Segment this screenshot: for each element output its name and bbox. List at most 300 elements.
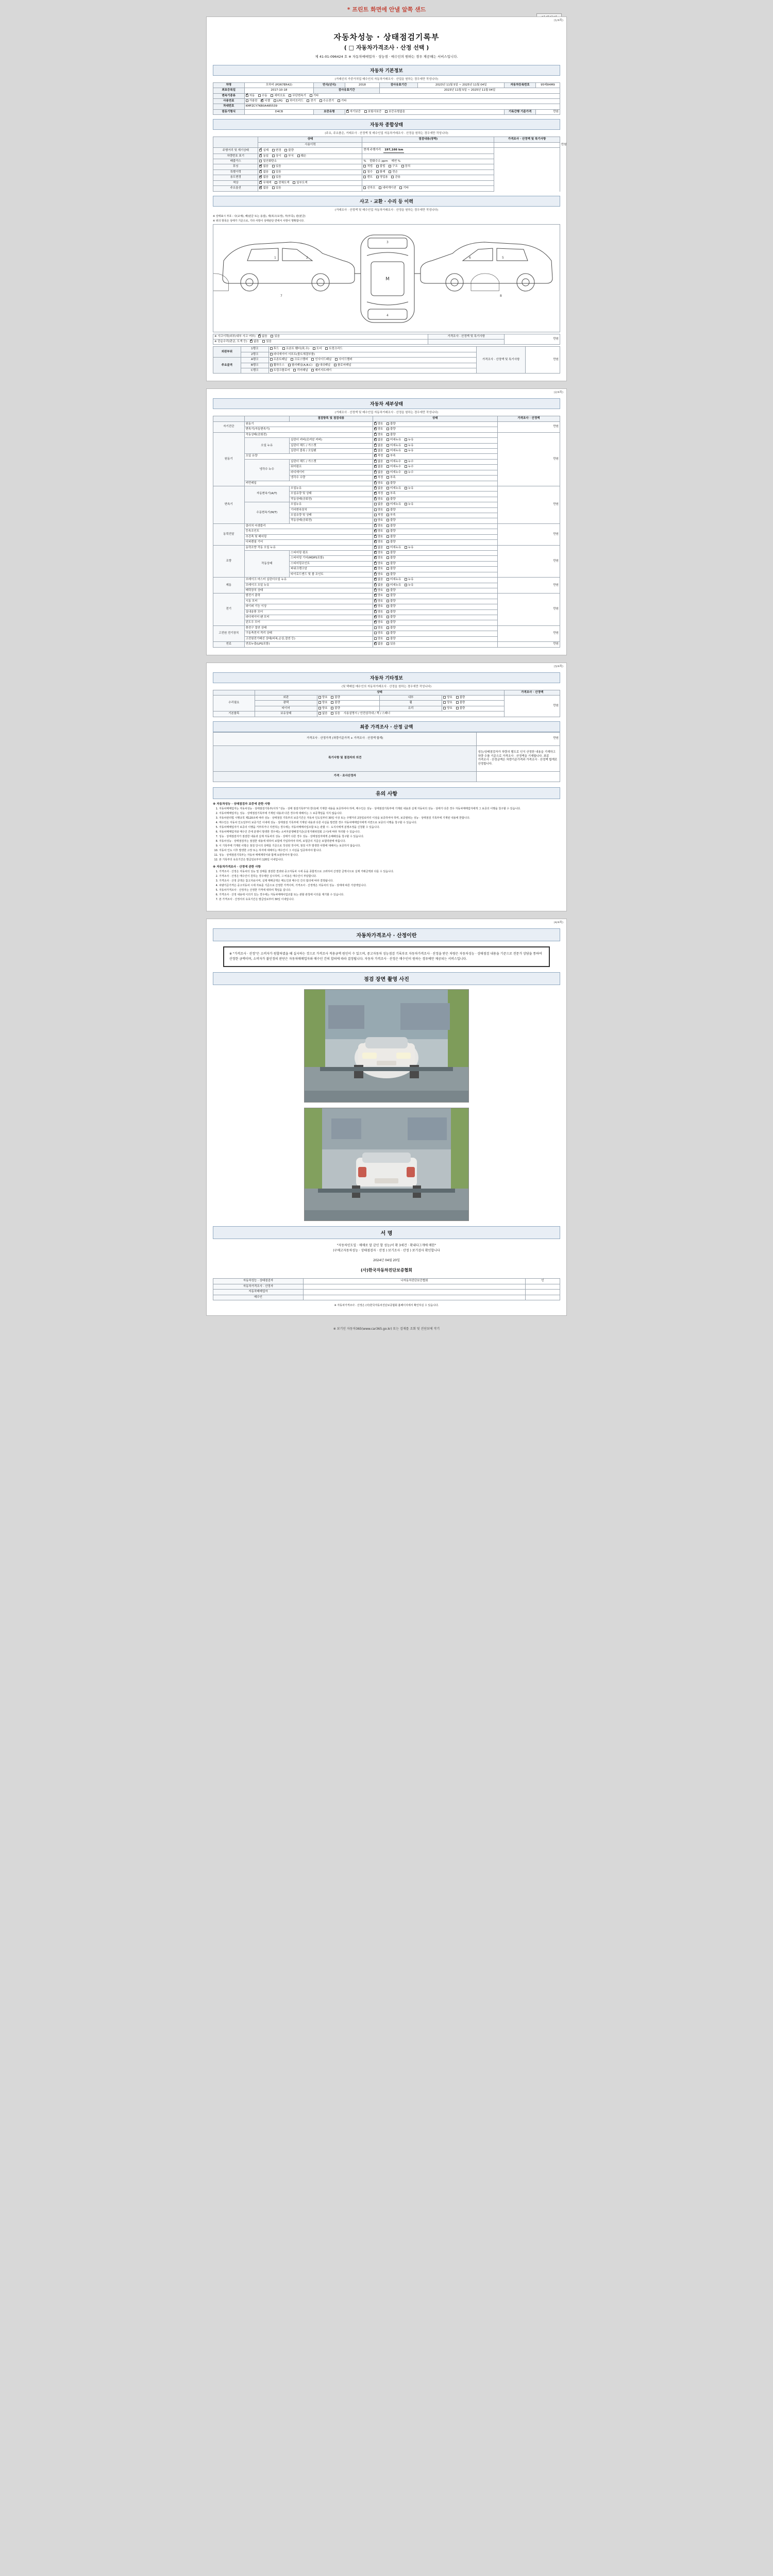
detail-state[interactable] bbox=[373, 492, 497, 497]
opt-illegal[interactable]: 불법 bbox=[376, 165, 385, 168]
detail-state[interactable] bbox=[373, 523, 497, 529]
page-title: 자동차성능 · 상태점검기록부 bbox=[333, 32, 440, 42]
opt-inside-panel[interactable]: 인사이드패널 bbox=[311, 358, 331, 362]
opt-rent[interactable]: 렌트 bbox=[363, 176, 373, 179]
opt-good[interactable]: ✔ 양호 bbox=[374, 621, 383, 624]
opt-bad[interactable]: 불량 bbox=[386, 433, 396, 437]
opt-bad[interactable]: 불량 bbox=[386, 573, 396, 577]
opt-leak[interactable]: 누유 bbox=[405, 449, 414, 453]
opt-government[interactable]: 관용 bbox=[391, 176, 400, 179]
opt-good[interactable]: 양호 bbox=[374, 637, 383, 641]
detail-item: 작동상태(공회전) bbox=[244, 432, 373, 437]
detail-item: 디퍼렌셜 기어 bbox=[244, 540, 373, 545]
opt-lack[interactable]: 부족 bbox=[386, 492, 396, 496]
opt-door[interactable]: 도어 bbox=[313, 347, 322, 351]
opt-bad[interactable]: 불량 bbox=[386, 600, 396, 603]
opt-none[interactable]: 없음 bbox=[374, 503, 383, 506]
val-smoke: 매연 % bbox=[391, 159, 401, 163]
opt-bad[interactable]: 불량 bbox=[386, 482, 396, 485]
rank-items[interactable] bbox=[268, 352, 477, 357]
detail-state[interactable] bbox=[373, 620, 497, 625]
opt-bad[interactable]: 불량 bbox=[284, 149, 294, 152]
accident-history-row[interactable] bbox=[213, 334, 428, 339]
opt-good[interactable]: ✔ 양호 bbox=[374, 562, 383, 566]
row-state[interactable] bbox=[258, 180, 362, 185]
row-check[interactable] bbox=[362, 170, 494, 175]
opt-yes[interactable]: 있음 bbox=[262, 340, 272, 344]
inspection-photo-rear[interactable] bbox=[304, 1108, 469, 1221]
opt-full-repaint[interactable]: 전체도색 bbox=[275, 181, 289, 185]
opt-side-member[interactable]: 사이드멤버 bbox=[335, 358, 352, 362]
opt-total-loss[interactable]: 전손 bbox=[389, 171, 398, 174]
price-remark-value: 성능/상태점검자가 차량의 별도로 인식 산정한 내용을 기재하고 차량 수를 기준으로 가격조사 · 산정액을 기재합니다. 최종 가격조사 · 산정금액은 차량기준가격과 가격조사 · 산정액 합계로 산정합니다. bbox=[477, 745, 560, 771]
opt-none[interactable]: ✔ 없음 bbox=[259, 165, 268, 168]
opt-bad[interactable]: 불량 bbox=[386, 540, 396, 544]
opt-good[interactable]: ✔ 양호 bbox=[374, 551, 383, 555]
detail-item: 고전원전기배선 상태(피복,손상,절연 등) bbox=[244, 636, 373, 641]
detail-state[interactable] bbox=[373, 636, 497, 641]
cell-value: 2023년 11월 5일 ~ 2025년 11월 04일 bbox=[418, 82, 505, 88]
option-other[interactable]: 기타 bbox=[310, 94, 319, 98]
detail-state[interactable] bbox=[373, 470, 497, 475]
opt-lack[interactable]: 부족 bbox=[386, 476, 396, 480]
opt-good[interactable]: ✔ 양호 bbox=[374, 600, 383, 603]
opt-leak[interactable]: 누유 bbox=[405, 487, 414, 490]
opt-damage[interactable]: 훼손 bbox=[297, 155, 307, 158]
detail-item: 타이로드엔드 및 볼 조인트 bbox=[290, 572, 373, 577]
row-state[interactable] bbox=[258, 148, 362, 154]
detail-state[interactable] bbox=[373, 459, 497, 464]
opt-leak[interactable]: 누유 bbox=[405, 444, 414, 448]
detail-item: 충전구 절연 상태 bbox=[244, 625, 373, 631]
caution-item: 4. 매수인은 자동차 인도일부터 보증기간 이내에 성능 · 상태점검 기록부에 기재된 내용과 다른 사실을 발견한 경우 자동차매매업자에게 서면으로 보증의 이행을 청구할 수 있습니다. bbox=[219, 821, 560, 825]
opt-device[interactable]: 장치 bbox=[401, 165, 411, 168]
detail-state[interactable] bbox=[373, 513, 497, 518]
opt-proper[interactable]: ✔ 적정 bbox=[374, 492, 383, 496]
opt-bad[interactable]: 불량 bbox=[386, 535, 396, 539]
option-lpg[interactable]: LPG bbox=[274, 99, 283, 103]
mileage-label: 현재 주행거리 bbox=[363, 148, 381, 152]
cell-label: 차명 bbox=[213, 82, 245, 88]
opt-yes[interactable]: 있음 bbox=[272, 171, 281, 174]
opt-bad[interactable]: 불량 bbox=[386, 519, 396, 522]
opt-bad[interactable]: 불량 bbox=[386, 611, 396, 614]
option-self-warranty[interactable]: ✔ 자기보증 bbox=[346, 110, 361, 114]
detail-state[interactable] bbox=[373, 642, 497, 647]
inspection-photo-front[interactable] bbox=[304, 989, 469, 1103]
opt-bad[interactable]: 불량 bbox=[386, 422, 396, 426]
opt-good[interactable]: ✔ 양호 bbox=[374, 589, 383, 592]
opt-front-fender[interactable]: 프론트 휀더(좌,우) bbox=[282, 347, 309, 351]
row-check[interactable] bbox=[362, 164, 494, 170]
detail-state[interactable] bbox=[373, 561, 497, 566]
sig-row-name[interactable] bbox=[303, 1290, 525, 1295]
opt-good[interactable]: 양호 bbox=[443, 696, 452, 700]
detail-state[interactable] bbox=[373, 572, 497, 577]
opt-bad[interactable]: 불량 bbox=[386, 567, 396, 571]
svg-text:3: 3 bbox=[386, 240, 389, 244]
opt-yes[interactable]: 있음 bbox=[386, 642, 396, 646]
etc-state[interactable] bbox=[317, 696, 379, 701]
opt-good[interactable]: 양호 bbox=[443, 701, 452, 705]
opt-other[interactable]: 기타 bbox=[399, 187, 409, 190]
etc-state[interactable] bbox=[317, 711, 504, 717]
detail-state[interactable] bbox=[373, 583, 497, 588]
row-state[interactable] bbox=[362, 142, 494, 147]
opt-leak[interactable]: 누유 bbox=[405, 546, 414, 550]
opt-cross-member[interactable]: 크로스멤버 bbox=[291, 358, 308, 362]
opt-leak[interactable]: 누유 bbox=[405, 584, 414, 587]
detail-state[interactable] bbox=[373, 507, 497, 513]
opt-bad[interactable]: 불량 bbox=[386, 616, 396, 619]
opt-good[interactable]: ✔ 양호 bbox=[374, 524, 383, 528]
page-number-1: (1/4쪽) bbox=[553, 19, 563, 22]
opt-bad[interactable]: 불량 bbox=[456, 701, 465, 705]
opt-slight[interactable]: 미세누유 bbox=[386, 487, 401, 490]
option-hydrogen[interactable]: 수소전기 bbox=[320, 99, 334, 103]
detail-state[interactable] bbox=[373, 609, 497, 615]
opt-structure[interactable]: 구조 bbox=[389, 165, 398, 168]
detail-state[interactable] bbox=[373, 448, 497, 453]
rank-label: B랭크 bbox=[241, 363, 268, 368]
detail-state[interactable] bbox=[373, 438, 497, 443]
opt-leak[interactable]: 누유 bbox=[405, 438, 414, 442]
opt-hood[interactable]: 후드 bbox=[270, 347, 279, 351]
opt-lack[interactable]: 부족 bbox=[386, 454, 396, 458]
opt-radiator-support[interactable]: 라디에이터 서포트(볼트체결부품) bbox=[270, 353, 315, 357]
opt-bad[interactable]: 불량 bbox=[386, 498, 396, 501]
opt-wheel-house[interactable]: 휠하우스 bbox=[270, 364, 284, 367]
page-1 bbox=[206, 16, 567, 381]
opt-good[interactable]: 양호 bbox=[318, 696, 328, 700]
opt-achromatic[interactable]: ✔ 무채색 bbox=[259, 181, 271, 185]
detail-item: 파워크랭크암 bbox=[290, 567, 373, 572]
option-no-warranty[interactable]: 보증유형없음 bbox=[385, 110, 405, 114]
opt-good[interactable]: ✔ 양호 bbox=[374, 556, 383, 560]
page-number-2: (2/4쪽) bbox=[553, 391, 563, 395]
row-state[interactable] bbox=[258, 175, 362, 180]
opt-slight[interactable]: 미세누유 bbox=[386, 444, 401, 448]
opt-dash-panel[interactable]: 대쉬패널 bbox=[316, 364, 330, 367]
detail-state[interactable] bbox=[373, 556, 497, 561]
detail-state[interactable] bbox=[373, 625, 497, 631]
detail-state[interactable] bbox=[373, 604, 497, 609]
opt-none[interactable]: ✔ 없음 bbox=[259, 176, 268, 179]
opt-good[interactable]: ✔ 양호 bbox=[374, 535, 383, 539]
opt-lack[interactable]: 부족 bbox=[386, 514, 396, 517]
sig-row-name[interactable] bbox=[303, 1295, 525, 1300]
caution-item: 6. 자동차매매업자와 매수인 간에 분쟁이 발생한 경우에는 소비자분쟁해결기준(공정거래위원회 고시)에 따라 처리할 수 있습니다. bbox=[219, 831, 560, 835]
option-hybrid[interactable]: 하이브리드 bbox=[286, 99, 304, 103]
option-diesel[interactable]: ✔ 디젤 bbox=[261, 99, 270, 103]
detail-item: 냉각수 수량 bbox=[290, 476, 373, 481]
opt-none[interactable]: ✔ 없음 bbox=[374, 584, 383, 587]
opt-good[interactable]: ✔ 양호 bbox=[374, 573, 383, 577]
opt-good[interactable]: 양호 bbox=[374, 509, 383, 512]
etc-item: 광택 bbox=[255, 701, 317, 706]
opt-leak[interactable]: 누유 bbox=[405, 578, 414, 582]
right-col-label: 가격조사 · 산정액 및 특기사항 bbox=[477, 347, 525, 374]
opt-good[interactable]: ✔ 양호 bbox=[374, 540, 383, 544]
opt-bad[interactable]: 불량 bbox=[386, 637, 396, 641]
rank-items[interactable] bbox=[268, 363, 477, 368]
opt-none[interactable]: ✔ 없음 bbox=[374, 487, 383, 490]
opt-good[interactable]: ✔ 양호 bbox=[374, 605, 383, 608]
opt-bad[interactable]: 불량 bbox=[386, 530, 396, 533]
row-check[interactable] bbox=[362, 186, 494, 191]
cell-value: 모하비 (POR7ER42) bbox=[244, 82, 314, 88]
detail-right: 만원 bbox=[497, 578, 560, 594]
option-cvt[interactable]: 무단변속기 bbox=[289, 94, 306, 98]
opt-good[interactable]: ✔ 양호 bbox=[374, 422, 383, 426]
opt-slight[interactable]: 미세누수 bbox=[386, 465, 401, 469]
opt-none[interactable]: ✔ 없음 bbox=[374, 578, 383, 582]
group-label: 변속기 bbox=[213, 486, 245, 523]
detail-sub: 냉각수 누수 bbox=[244, 459, 289, 481]
detail-state[interactable] bbox=[373, 502, 497, 507]
opt-good[interactable]: ✔ 양호 bbox=[374, 567, 383, 571]
sig-row-stamp bbox=[525, 1295, 560, 1300]
detail-item: 라디에이터 팬 모터 bbox=[244, 615, 373, 620]
opt-actual[interactable]: ✔ 실제 bbox=[259, 149, 268, 152]
detail-state[interactable] bbox=[373, 615, 497, 620]
opt-none[interactable]: ✔ 없음 bbox=[374, 471, 383, 474]
detail-item: 스티어링 펌프 bbox=[290, 551, 373, 556]
opt-good[interactable]: 양호 bbox=[374, 626, 383, 630]
opt-bad[interactable]: 불량 bbox=[386, 621, 396, 624]
opt-proper[interactable]: ✔ 적정 bbox=[374, 476, 383, 480]
detail-state[interactable] bbox=[373, 497, 497, 502]
opt-same[interactable]: ✔ 동일 bbox=[259, 155, 268, 158]
opt-none[interactable]: ✔ 없음 bbox=[374, 438, 383, 442]
detail-state[interactable] bbox=[373, 481, 497, 486]
opt-good[interactable]: 양호 bbox=[443, 707, 452, 710]
caution-item: 1. 자동차매매업자는 자동차성능 · 상태점검기록부(이하 "성능 · 상태 점검기록부"라 한다)에 기재한 내용을 보증하여야 하며, 매수인은 성능 · 상태점검기록부에 기재된 내용과 실제 자동차의 성능 · 상태가 다른 경우 자동차매매업자에게 그 보증의 이행을 청구할 수 있습니다. bbox=[219, 807, 560, 811]
etc-state2[interactable] bbox=[442, 706, 505, 711]
detail-state[interactable] bbox=[373, 567, 497, 572]
opt-leak[interactable]: 누수 bbox=[405, 460, 414, 464]
opt-rear-panel[interactable]: 리어패널 bbox=[293, 369, 308, 372]
opt-slight[interactable]: 미세누유 bbox=[386, 584, 401, 587]
detail-state[interactable] bbox=[373, 518, 497, 523]
row-state[interactable] bbox=[258, 170, 362, 175]
opt-bad[interactable]: 불량 bbox=[331, 696, 340, 700]
fuel-options[interactable] bbox=[244, 99, 560, 104]
opt-bad[interactable]: 불량 bbox=[386, 428, 396, 431]
car-damage-diagram[interactable] bbox=[213, 224, 560, 332]
opt-none[interactable]: ✔ 없음 bbox=[259, 187, 268, 190]
option-insurer-warranty[interactable]: 보험사보증 bbox=[364, 110, 382, 114]
opt-changed[interactable]: 변경 bbox=[272, 149, 281, 152]
detail-state[interactable] bbox=[373, 427, 497, 432]
opt-bad[interactable]: 불량 bbox=[386, 524, 396, 528]
opt-proper[interactable]: ✔ 적정 bbox=[374, 454, 383, 458]
detail-state[interactable] bbox=[373, 443, 497, 448]
etc-state[interactable] bbox=[317, 706, 379, 711]
detail-state[interactable] bbox=[373, 454, 497, 459]
etc-state[interactable] bbox=[317, 701, 379, 706]
opt-none[interactable]: ✔ 없음 bbox=[250, 340, 259, 344]
option-manual[interactable]: 수동 bbox=[258, 94, 267, 98]
opt-bad[interactable]: 불량 bbox=[386, 551, 396, 555]
opt-bad[interactable]: 불량 bbox=[456, 707, 465, 710]
row-label: 주행거리 및 계기상태 bbox=[213, 148, 258, 154]
etc-state2[interactable] bbox=[442, 701, 505, 706]
row-check[interactable] bbox=[362, 175, 494, 180]
opt-good[interactable]: ✔ 양호 bbox=[374, 530, 383, 533]
opt-bad[interactable]: 불량 bbox=[386, 562, 396, 566]
opt-bad[interactable]: 불량 bbox=[386, 632, 396, 635]
opt-package-tray[interactable]: 패키지트레이 bbox=[311, 369, 331, 372]
opt-good[interactable]: ✔ 양호 bbox=[374, 428, 383, 431]
warranty-options[interactable] bbox=[345, 109, 505, 114]
detail-state[interactable] bbox=[373, 486, 497, 491]
opt-none[interactable]: ✔ 없음 bbox=[374, 465, 383, 469]
opt-slight[interactable]: 미세누유 bbox=[386, 503, 401, 506]
opt-leak[interactable]: 누유 bbox=[405, 503, 414, 506]
opt-none[interactable]: 없음 bbox=[318, 712, 328, 716]
detail-state[interactable] bbox=[373, 529, 497, 534]
caution-item: 12. 본 기록부의 유효기간은 발급일로부터 120일 이내입니다. bbox=[219, 858, 560, 862]
group-label: 제동 bbox=[213, 578, 245, 594]
opt-legal[interactable]: 적법 bbox=[363, 165, 373, 168]
opt-bad[interactable]: 불량 bbox=[386, 556, 396, 560]
opt-none[interactable]: ✔ 없음 bbox=[258, 335, 267, 338]
opt-good[interactable]: ✔ 양호 bbox=[374, 611, 383, 614]
rank-items[interactable] bbox=[268, 347, 477, 352]
opt-bad[interactable]: 불량 bbox=[331, 701, 340, 705]
detail-state[interactable] bbox=[373, 599, 497, 604]
opt-slight[interactable]: 미세누유 bbox=[386, 449, 401, 453]
opt-good[interactable]: 양호 bbox=[374, 632, 383, 635]
opt-fire[interactable]: 화재 bbox=[376, 171, 385, 174]
simple-repair-row[interactable] bbox=[213, 339, 428, 344]
caution-item: 3. 자동차관리법 시행규칙 제120조에 따라 성능 · 상태점검 기록부의 보증기간은 자동차 인도일부터 30일 이상 또는 주행거리 2천킬로미터 이상을 보증하여야 하며, 보증범위는 성능 · 상태점검 기록부에 기재된 내용에 한합니다. bbox=[219, 817, 560, 821]
accident-note-2: ※ 위의 항목은 상태가 기준으로, 기타 사항이 상태판단 면에서 사항이 명확합니다. bbox=[213, 219, 305, 223]
opt-slight[interactable]: 미세누수 bbox=[386, 460, 401, 464]
sig-row-name[interactable] bbox=[303, 1284, 525, 1289]
opt-pillar-panel[interactable]: 필러패널(A,B,C) bbox=[288, 364, 312, 367]
opt-sunroof[interactable]: 선루프 bbox=[363, 187, 375, 190]
opt-bad[interactable]: 불량 bbox=[386, 626, 396, 630]
detail-state[interactable] bbox=[373, 534, 497, 539]
opt-bad[interactable]: 불량 bbox=[456, 696, 465, 700]
detail-state[interactable] bbox=[373, 551, 497, 556]
opt-trunk-lid[interactable]: 트렁크리드 bbox=[325, 347, 343, 351]
detail-state[interactable] bbox=[373, 631, 497, 636]
opt-good[interactable]: ✔ 양호 bbox=[374, 482, 383, 485]
opt-floor-panel[interactable]: 플로어패널 bbox=[334, 364, 351, 367]
opt-good[interactable]: 양호 bbox=[374, 519, 383, 522]
option-semiauto[interactable]: 세미오토 bbox=[271, 94, 285, 98]
rank-label: C랭크 bbox=[241, 368, 268, 374]
detail-right: 만원 bbox=[497, 486, 560, 523]
opt-good[interactable]: ✔ 양호 bbox=[374, 498, 383, 501]
row-state[interactable] bbox=[258, 164, 362, 170]
opt-good[interactable]: ✔ 양호 bbox=[374, 616, 383, 619]
option-electric[interactable]: 전기 bbox=[307, 99, 316, 103]
opt-good[interactable]: ✔ 양호 bbox=[374, 433, 383, 437]
opt-diff[interactable]: 상이 bbox=[272, 155, 281, 158]
opt-corrosion[interactable]: 부식 bbox=[284, 155, 294, 158]
etc-state2[interactable] bbox=[442, 696, 505, 701]
detail-state[interactable] bbox=[373, 432, 497, 437]
opt-yes[interactable]: 있음 bbox=[272, 165, 281, 168]
detail-state[interactable] bbox=[373, 578, 497, 583]
option-gasoline[interactable]: 가솔린 bbox=[246, 99, 258, 103]
detail-item: 커먼레일 bbox=[244, 481, 373, 486]
opt-none[interactable]: ✔ 없음 bbox=[374, 449, 383, 453]
opt-proper[interactable]: 적정 bbox=[374, 514, 383, 517]
detail-state[interactable] bbox=[373, 588, 497, 593]
opt-yes[interactable]: 있음 bbox=[331, 712, 340, 716]
detail-state[interactable] bbox=[373, 594, 497, 599]
opt-none[interactable]: ✔ 없음 bbox=[259, 171, 268, 174]
rank-items[interactable] bbox=[268, 368, 477, 374]
opt-partial-repaint[interactable]: 일부도색 bbox=[293, 181, 307, 185]
detail-state[interactable] bbox=[373, 421, 497, 427]
opt-flood[interactable]: 침수 bbox=[363, 171, 373, 174]
opt-none[interactable]: ✔ 없음 bbox=[374, 460, 383, 464]
detail-state[interactable] bbox=[373, 476, 497, 481]
opt-bad[interactable]: 불량 bbox=[386, 509, 396, 512]
opt-none[interactable]: ✔ 없음 bbox=[374, 642, 383, 646]
opt-bad[interactable]: 불량 bbox=[386, 589, 396, 592]
opt-yes[interactable]: 있음 bbox=[272, 187, 281, 190]
vin-value: KMFZCY7KB0A485539 bbox=[244, 104, 560, 109]
option-auto[interactable]: ✔ 자동 bbox=[246, 94, 255, 98]
cell-label: 차대번호 bbox=[213, 104, 245, 109]
opt-business[interactable]: 영업용 bbox=[376, 176, 388, 179]
sig-row-name[interactable]: 나자동차진단보증협회 bbox=[303, 1279, 525, 1284]
rank-items[interactable] bbox=[268, 358, 477, 363]
opt-good[interactable]: 양호 bbox=[318, 701, 328, 705]
opt-leak[interactable]: 누수 bbox=[405, 465, 414, 469]
opt-slight[interactable]: 미세누유 bbox=[386, 546, 401, 550]
opt-yes[interactable]: 있음 bbox=[271, 335, 280, 338]
opt-co[interactable]: 일산화탄소 bbox=[259, 160, 277, 163]
cell-label: 보증유형 bbox=[314, 109, 345, 114]
opt-bad[interactable]: 불량 bbox=[386, 594, 396, 598]
opt-good[interactable]: ✔ 양호 bbox=[374, 594, 383, 598]
detail-state[interactable] bbox=[373, 465, 497, 470]
opt-bad[interactable]: 불량 bbox=[386, 605, 396, 608]
transmission-options[interactable] bbox=[244, 93, 560, 98]
opt-none[interactable]: ✔ 없음 bbox=[374, 444, 383, 448]
opt-bad[interactable]: 불량 bbox=[331, 707, 340, 710]
topbar-notice: * 프린트 화면에 안낼 앞쪽 샌드 bbox=[347, 6, 426, 13]
opt-leak[interactable]: 누수 bbox=[405, 471, 414, 474]
opt-trunk-floor[interactable]: 트렁크플로어 bbox=[270, 369, 290, 372]
row-state[interactable] bbox=[258, 159, 362, 164]
detail-state[interactable] bbox=[373, 545, 497, 550]
opt-navigation[interactable]: 내비게이션 bbox=[379, 187, 396, 190]
option-fuel-other[interactable]: 기타 bbox=[338, 99, 347, 103]
opt-good[interactable]: 양호 bbox=[318, 707, 328, 710]
row-state[interactable] bbox=[258, 186, 362, 191]
detail-item: 작동상태(공회전) bbox=[290, 518, 373, 523]
opt-slight[interactable]: 미세누유 bbox=[386, 578, 401, 582]
opt-slight[interactable]: 미세누수 bbox=[386, 471, 401, 474]
opt-yes[interactable]: 있음 bbox=[272, 176, 281, 179]
opt-front-panel[interactable]: 프론트패널 bbox=[270, 358, 288, 362]
signature-confirm-2: (구매고자동차성능 · 상태점검자 · 산정 ) 보기조사 · 산정 ) 보기검사 확인합니다 bbox=[333, 1249, 440, 1253]
caution-item: 3. 가격조사 · 산정 금액은 참고자료이며, 실제 매매금액은 매도인과 매수인 간의 합의에 따라 결정됩니다. bbox=[219, 879, 560, 884]
opt-slight[interactable]: 미세누유 bbox=[386, 438, 401, 442]
row-state[interactable] bbox=[258, 154, 362, 159]
opt-none[interactable]: ✔ 없음 bbox=[374, 546, 383, 550]
detail-state[interactable] bbox=[373, 540, 497, 545]
